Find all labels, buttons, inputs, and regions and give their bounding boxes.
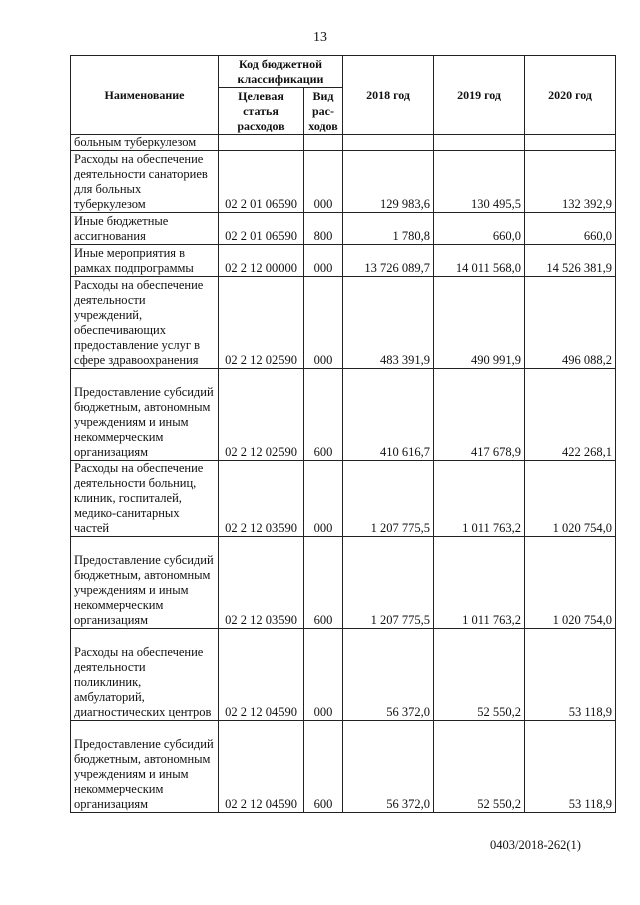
row-2018: 1 207 775,5 xyxy=(343,461,434,537)
header-kind: Вид рас-ходов xyxy=(304,88,343,135)
row-2020: 496 088,2 xyxy=(525,277,616,369)
table-row xyxy=(71,135,616,151)
row-2020 xyxy=(525,135,616,151)
table-row xyxy=(71,629,616,721)
header-2018: 2018 год xyxy=(343,56,434,135)
row-2019: 490 991,9 xyxy=(434,277,525,369)
table-row xyxy=(71,245,616,277)
row-2019: 52 550,2 xyxy=(434,721,525,813)
row-code: 02 2 12 02590 xyxy=(219,277,304,369)
row-code: 02 2 01 06590 xyxy=(219,151,304,213)
row-name: больным туберкулезом xyxy=(71,135,219,151)
row-2018: 13 726 089,7 xyxy=(343,245,434,277)
row-code: 02 2 12 00000 xyxy=(219,245,304,277)
row-code: 02 2 12 04590 xyxy=(219,721,304,813)
row-2019: 660,0 xyxy=(434,213,525,245)
row-2019: 1 011 763,2 xyxy=(434,461,525,537)
row-2018: 483 391,9 xyxy=(343,277,434,369)
table-row xyxy=(71,277,616,369)
table-row xyxy=(71,537,616,629)
row-2020: 53 118,9 xyxy=(525,629,616,721)
row-2018: 410 616,7 xyxy=(343,369,434,461)
header-name: Наименование xyxy=(71,56,219,135)
budget-table xyxy=(70,55,616,813)
row-name: Предоставление субсидий бюджетным, автономным учреждениям и иным некоммерческим организациям xyxy=(71,369,219,461)
row-kind: 600 xyxy=(304,537,343,629)
page-number: 13 xyxy=(313,30,327,45)
row-name: Расходы на обеспечение деятельности поликлиник, амбулаторий, диагностических центров xyxy=(71,629,219,721)
row-2020: 132 392,9 xyxy=(525,151,616,213)
document-code: 0403/2018-262(1) xyxy=(490,838,581,852)
row-2018: 129 983,6 xyxy=(343,151,434,213)
row-2020: 53 118,9 xyxy=(525,721,616,813)
row-2018: 1 780,8 xyxy=(343,213,434,245)
header-2019: 2019 год xyxy=(434,56,525,135)
row-name: Расходы на обеспечение деятельности больниц, клиник, госпиталей, медико-санитарных частей xyxy=(71,461,219,537)
row-2020: 14 526 381,9 xyxy=(525,245,616,277)
row-code: 02 2 12 03590 xyxy=(219,461,304,537)
row-2019: 417 678,9 xyxy=(434,369,525,461)
row-name: Иные мероприятия в рамках подпрограммы xyxy=(71,245,219,277)
row-2018: 56 372,0 xyxy=(343,721,434,813)
row-kind: 600 xyxy=(304,369,343,461)
row-kind: 000 xyxy=(304,277,343,369)
row-code: 02 2 12 04590 xyxy=(219,629,304,721)
row-2020: 1 020 754,0 xyxy=(525,537,616,629)
row-name: Предоставление субсидий бюджетным, автономным учреждениям и иным некоммерческим организациям xyxy=(71,721,219,813)
row-name: Расходы на обеспечение деятельности учреждений, обеспечивающих предоставление услуг в сфере здравоохранения xyxy=(71,277,219,369)
row-kind xyxy=(304,135,343,151)
row-kind: 000 xyxy=(304,629,343,721)
row-2019: 1 011 763,2 xyxy=(434,537,525,629)
row-2020: 1 020 754,0 xyxy=(525,461,616,537)
row-kind: 000 xyxy=(304,245,343,277)
table-row xyxy=(71,369,616,461)
row-2019: 14 011 568,0 xyxy=(434,245,525,277)
row-name: Расходы на обеспечение деятельности санаториев для больных туберкулезом xyxy=(71,151,219,213)
row-kind: 000 xyxy=(304,461,343,537)
row-kind: 000 xyxy=(304,151,343,213)
header-code-group: Код бюджетной классификации xyxy=(219,56,343,88)
row-2019 xyxy=(434,135,525,151)
row-2018 xyxy=(343,135,434,151)
row-code xyxy=(219,135,304,151)
header-target: Целевая статья расходов xyxy=(219,88,304,135)
row-2020: 660,0 xyxy=(525,213,616,245)
row-code: 02 2 12 02590 xyxy=(219,369,304,461)
row-code: 02 2 12 03590 xyxy=(219,537,304,629)
row-name: Предоставление субсидий бюджетным, автономным учреждениям и иным некоммерческим организациям xyxy=(71,537,219,629)
table-row xyxy=(71,151,616,213)
row-2018: 56 372,0 xyxy=(343,629,434,721)
row-code: 02 2 01 06590 xyxy=(219,213,304,245)
row-2020: 422 268,1 xyxy=(525,369,616,461)
table-row xyxy=(71,721,616,813)
table-row xyxy=(71,461,616,537)
row-kind: 600 xyxy=(304,721,343,813)
row-kind: 800 xyxy=(304,213,343,245)
table-row xyxy=(71,213,616,245)
header-2020: 2020 год xyxy=(525,56,616,135)
row-2018: 1 207 775,5 xyxy=(343,537,434,629)
row-name: Иные бюджетные ассигнования xyxy=(71,213,219,245)
row-2019: 130 495,5 xyxy=(434,151,525,213)
row-2019: 52 550,2 xyxy=(434,629,525,721)
